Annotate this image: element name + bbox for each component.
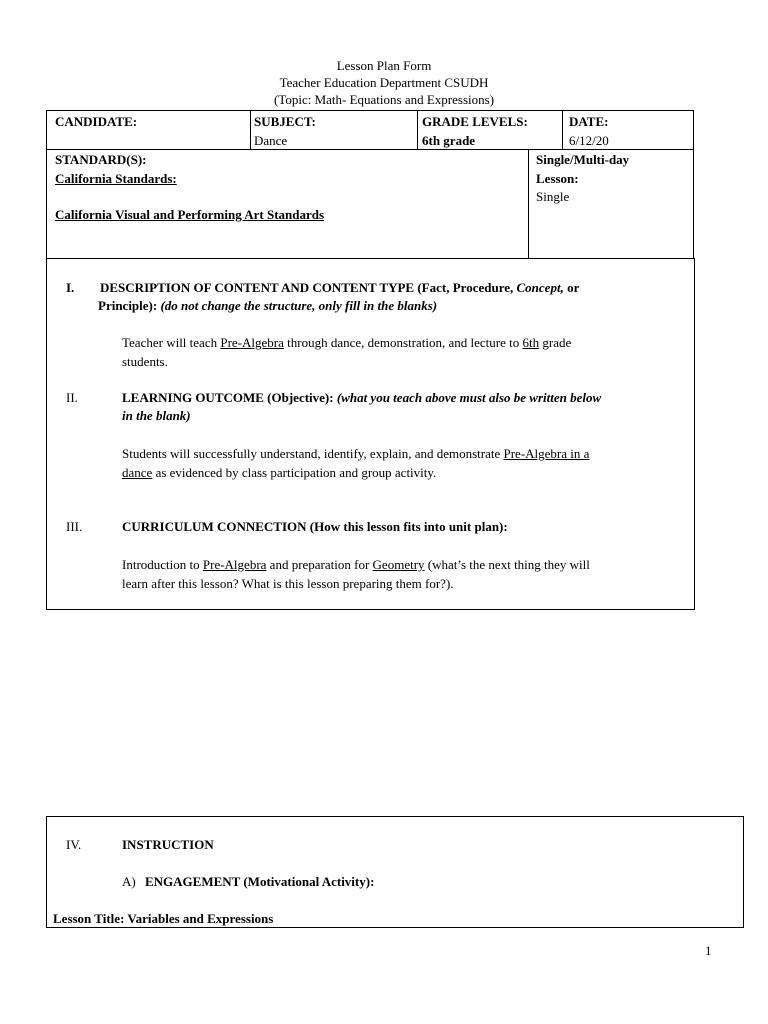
section-2-title [122,390,601,406]
section-1-body-line2: students. [122,354,168,369]
section-1-title-concept: Concept, [516,280,564,295]
grade-label: GRADE LEVELS: [422,114,528,129]
section-1-title-line2 [98,298,437,314]
engagement-letter: A) [122,874,136,889]
subject-label: SUBJECT: [254,114,316,129]
section-2-title-b: (what you teach above must also be written below [336,390,602,405]
section-3-body-1: Introduction to [122,557,203,572]
section-1-body [122,335,571,351]
candidate-cell [46,110,251,150]
date-value: 6/12/20 [569,133,609,148]
document-header [0,57,768,108]
section-2-body-1: Students will successfully understand, identify, explain, and demonstrate [122,446,504,461]
lesson-type-cell [528,149,694,259]
section-1-title-a: DESCRIPTION OF CONTENT AND CONTENT TYPE (Fact, Procedure, [100,280,517,295]
date-label: DATE: [569,114,609,129]
form-title: Lesson Plan Form [336,58,432,73]
section-1-body-2: through dance, demonstration, and lecture to [283,335,523,350]
page-number: 1 [705,943,712,958]
section-1-title [100,280,579,296]
section-1-title-line2a: Principle): [98,298,161,313]
lesson-title: Lesson Title: Variables and Expressions [53,911,274,926]
section-2-body [122,446,589,462]
lesson-type-label-2: Lesson: [536,171,579,186]
section-3-title: CURRICULUM CONNECTION (How this lesson fits into unit plan): [122,519,508,534]
lesson-type-value: Single [536,189,570,204]
section-1-body-1: Teacher will teach [122,335,221,350]
lesson-type-label: Single/Multi-day [536,152,630,167]
section-1-body-3: grade [539,335,572,350]
section-3-body-2: and preparation for [266,557,373,572]
section-3-subject: Pre-Algebra [202,557,267,572]
section-3-number: III. [66,519,83,534]
section-2-body-line2 [122,465,436,481]
section-1-instruction-note: (do not change the structure, only fill in the blanks) [160,298,438,313]
section-2-subject-link: Pre-Algebra in a [503,446,590,461]
topic-line: (Topic: Math- Equations and Expressions) [273,92,495,107]
section-2-dance: dance [122,465,153,480]
candidate-label: CANDIDATE: [55,114,138,129]
section-3-body-3: (what’s the next thing they will [424,557,590,572]
section-2-title-line2-text: in the blank) [122,408,191,423]
section-2-body-2: as evidenced by class participation and group activity. [152,465,437,480]
grade-cell [417,110,563,150]
section-1-title-b: or [563,280,580,295]
section-1-grade: 6th [522,335,540,350]
subject-cell [250,110,418,150]
section-3-next-subject: Geometry [372,557,425,572]
section-2-title-line2 [122,408,191,424]
section-1-number: I. [66,280,75,295]
engagement-title: ENGAGEMENT (Motivational Activity): [145,874,375,889]
section-3-body-line2: learn after this lesson? What is this lesson preparing them for?). [122,576,454,591]
standards-label: STANDARD(S): [55,152,147,167]
california-standards-heading: California Standards: [55,171,177,186]
department-name: Teacher Education Department CSUDH [279,75,489,90]
section-2-title-a: LEARNING OUTCOME (Objective): [122,390,337,405]
standards-cell [46,149,529,259]
vapa-standards-heading: California Visual and Performing Art Standards [55,207,325,222]
section-4-number: IV. [66,837,82,852]
section-1-subject-link: Pre-Algebra [220,335,284,350]
section-4-title: INSTRUCTION [122,837,214,852]
subject-value: Dance [254,133,288,148]
section-3-body [122,557,590,573]
section-2-number: II. [66,390,78,405]
grade-value: 6th grade [422,133,476,148]
date-cell [562,110,694,150]
